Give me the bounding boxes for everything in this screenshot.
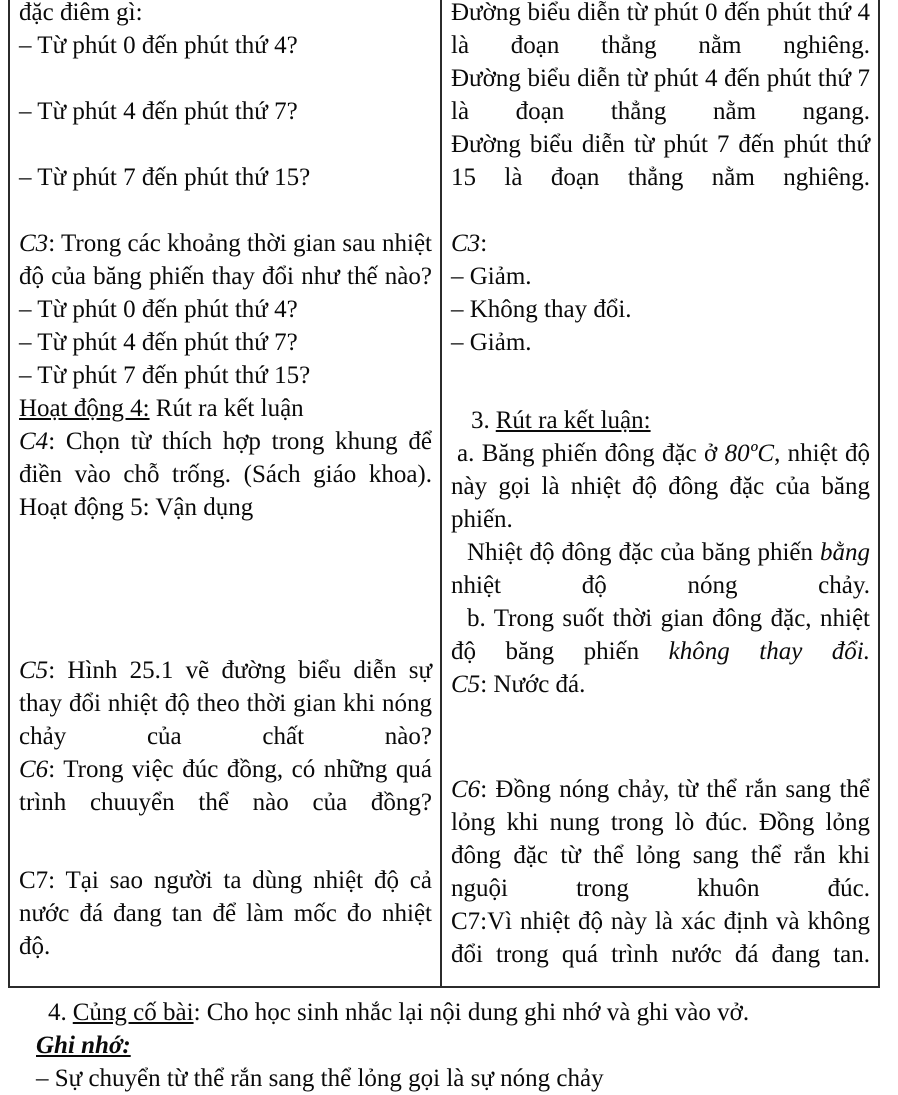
question-c7: C7: Tại sao người ta dùng nhiệt độ cả nước đá đang tan để làm mốc đo nhiệt độ.	[19, 867, 432, 960]
question-c4	[19, 425, 432, 491]
question-c5	[19, 654, 432, 753]
answer-label: C5	[451, 671, 481, 698]
ghi-nho-heading	[8, 1029, 888, 1062]
answer-item: – Giảm.	[451, 329, 532, 356]
text-line: – Từ phút 0 đến phút thứ 4?	[19, 32, 298, 59]
question-label: C5	[19, 657, 49, 684]
answer-c6	[451, 773, 870, 905]
student-activity-column	[442, 0, 878, 986]
activity-4-title: Rút ra kết luận	[149, 395, 304, 422]
activity-4-label: Hoạt động 4:	[19, 395, 150, 422]
conclusion-a-text: a. Băng phiến đông đặc ở	[457, 440, 725, 467]
spacer	[19, 62, 432, 95]
spacer	[451, 194, 870, 227]
answer-line: Đường biểu diễn từ phút 0 đến phút thứ 4 là đoạn thẳng nằm nghiêng.	[451, 0, 870, 59]
answer-c5	[451, 668, 870, 701]
question-text: : Hình 25.1 vẽ đường biểu diễn sự thay đổi nhiệt độ theo thời gian khi nóng chảy của chất nào?	[19, 657, 432, 750]
note-emphasis: bằng	[820, 539, 870, 566]
answer-text: : Nước đá.	[480, 671, 586, 698]
answer-line: Đường biểu diễn từ phút 7 đến phút thứ 15 là đoạn thẳng nằm nghiêng.	[451, 131, 870, 191]
lesson-footer	[8, 996, 888, 1095]
footer-item-4	[8, 996, 888, 1029]
text-line: – Từ phút 7 đến phút thứ 15?	[19, 164, 311, 191]
conclusion-b-text: b. Trong suốt thời gian đông đặc, nhiệt độ băng phiến	[451, 605, 870, 665]
spacer	[19, 524, 432, 654]
question-text: : Chọn từ thích hợp trong khung để điền vào chỗ trống. (Sách giáo khoa).	[19, 428, 432, 488]
question-label: C6	[19, 756, 49, 783]
note-pre: Nhiệt độ đông đặc của băng phiến	[467, 539, 820, 566]
text-line: – Từ phút 4 đến phút thứ 7?	[19, 329, 298, 356]
teacher-activity-column	[10, 0, 442, 986]
conclusion-a-rest: , nhiệt độ này gọi là nhiệt độ đông đặc của băng phiến.	[451, 440, 870, 533]
footer-item-number: 4.	[48, 999, 67, 1026]
conclusion-b	[451, 602, 870, 668]
spacer	[451, 359, 870, 404]
footer-item-text: : Cho học sinh nhắc lại nội dung ghi nhớ và ghi vào vở.	[193, 999, 750, 1026]
answer-text: : Đồng nóng chảy, từ thể rắn sang thể lỏng khi nung trong lò đúc. Đồng lỏng đông đặc từ thể lỏng sang thể rắn khi nguội trong khuôn đúc.	[451, 776, 870, 902]
conclusion-title: Rút ra kết luận:	[495, 407, 651, 434]
conclusion-note	[451, 536, 870, 602]
qa-table	[8, 0, 880, 988]
question-text: : Trong các khoảng thời gian sau nhiệt độ của băng phiến thay đổi như thế nào?	[19, 230, 432, 290]
answer-c7: C7:Vì nhiệt độ này là xác định và không đổi trong quá trình nước đá đang tan.	[451, 908, 870, 968]
activity-5-heading: Hoạt động 5: Vận dụng	[19, 494, 254, 521]
spacer	[19, 128, 432, 161]
conclusion-heading	[451, 404, 870, 437]
answer-line: Đường biểu diễn từ phút 4 đến phút thứ 7 là đoạn thẳng nằm ngang.	[451, 65, 870, 125]
footer-item-title: Củng cố bài	[72, 999, 194, 1026]
conclusion-a	[451, 437, 870, 536]
text-line: – Từ phút 7 đến phút thứ 15?	[19, 362, 311, 389]
spacer	[451, 701, 870, 773]
note-post: nhiệt độ nóng chảy.	[451, 572, 870, 599]
text-line: – Từ phút 4 đến phút thứ 7?	[19, 98, 298, 125]
question-text: : Trong việc đúc đồng, có những quá trình chuuyển thể nào của đồng?	[19, 756, 432, 816]
spacer	[19, 819, 432, 864]
text-line: – Từ phút 0 đến phút thứ 4?	[19, 296, 298, 323]
answer-c3-heading	[451, 227, 870, 260]
text-line: đặc điêm gì:	[19, 0, 143, 26]
conclusion-b-emphasis: không thay đổi.	[668, 638, 870, 665]
conclusion-number: 3.	[471, 407, 490, 434]
temperature-value: 80ºC	[724, 440, 775, 467]
question-label: C4	[19, 428, 49, 455]
ghi-nho-label: Ghi nhớ:	[36, 1032, 131, 1059]
answer-item: – Không thay đổi.	[451, 296, 632, 323]
spacer	[19, 194, 432, 227]
answer-item: – Giảm.	[451, 263, 532, 290]
activity-4-heading	[19, 392, 432, 425]
question-c6	[19, 753, 432, 819]
question-label: C3	[19, 230, 49, 257]
ghi-nho-item: – Sự chuyển từ thể rắn sang thể lỏng gọi là sự nóng chảy	[36, 1065, 604, 1092]
answer-label: C3	[451, 230, 481, 257]
answer-label: C6	[451, 776, 481, 803]
answer-colon: :	[480, 230, 488, 257]
question-c3	[19, 227, 432, 293]
